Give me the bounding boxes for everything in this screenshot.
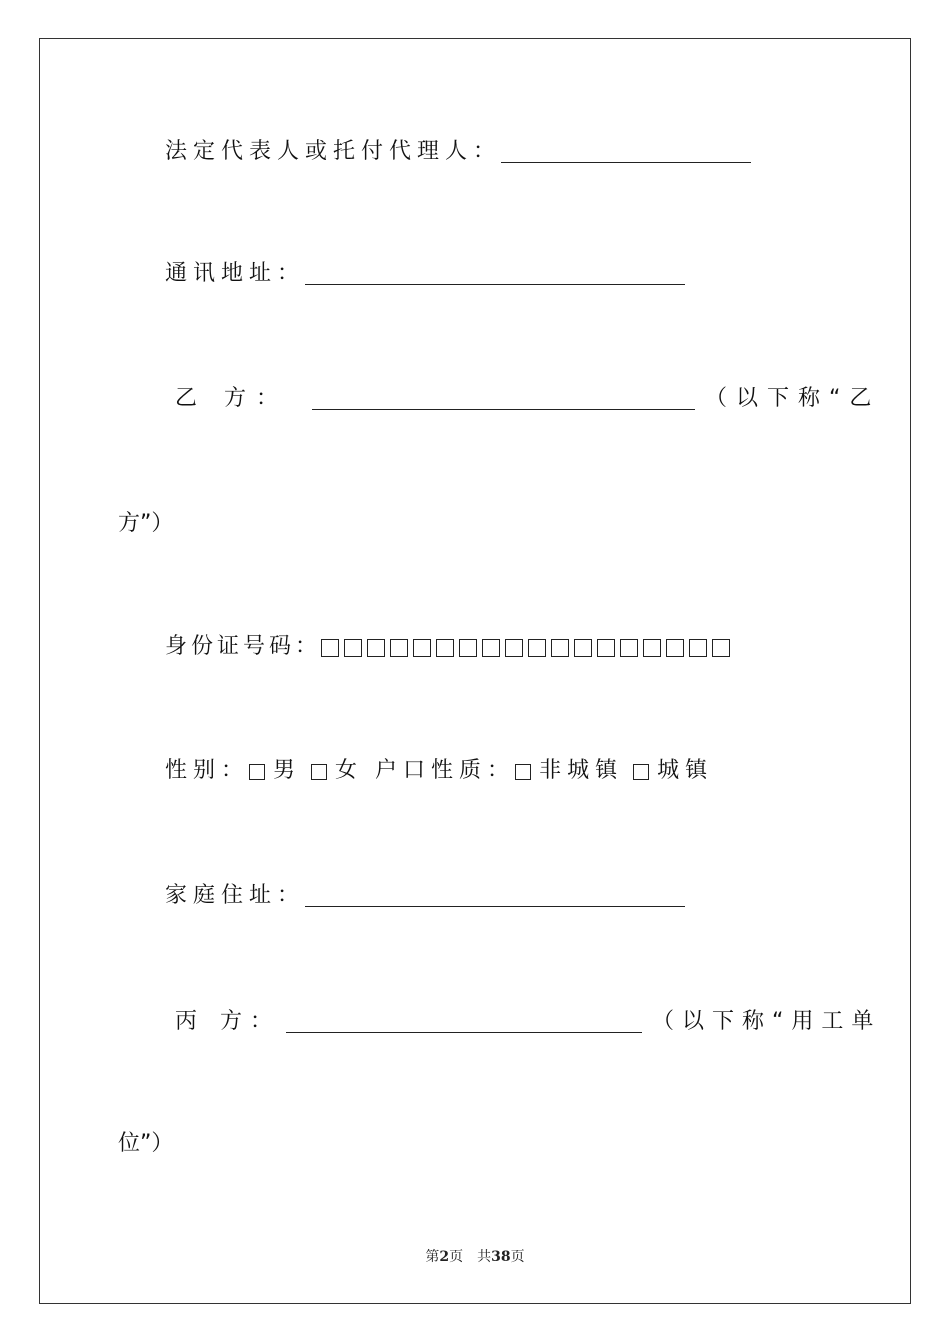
hukou-label: 户口性质： <box>375 758 516 783</box>
gender-hukou-row <box>165 757 713 785</box>
gender-female-checkbox[interactable] <box>311 764 327 780</box>
party-b-row <box>175 385 880 413</box>
id-digit-box[interactable] <box>528 639 546 657</box>
address-label: 通讯地址： <box>165 261 306 286</box>
id-number-boxes[interactable] <box>321 639 735 661</box>
legal-rep-label: 法定代表人或托付代理人： <box>165 139 502 164</box>
gender-female-label: 女 <box>335 758 358 783</box>
home-address-row <box>165 882 685 910</box>
footer-page-total: 38 <box>491 1249 511 1265</box>
id-digit-box[interactable] <box>413 639 431 657</box>
home-address-blank[interactable] <box>305 884 685 907</box>
id-digit-box[interactable] <box>367 639 385 657</box>
id-digit-box[interactable] <box>597 639 615 657</box>
hukou-urban-checkbox[interactable] <box>633 764 649 780</box>
id-digit-box[interactable] <box>574 639 592 657</box>
legal-rep-row <box>165 138 751 166</box>
home-address-label: 家庭住址： <box>165 883 306 908</box>
party-b-label: 乙 方： <box>175 386 288 411</box>
gender-label: 性别： <box>165 758 250 783</box>
legal-rep-blank[interactable] <box>501 140 751 163</box>
address-row <box>165 260 685 288</box>
page-border <box>39 38 911 1304</box>
id-digit-box[interactable] <box>505 639 523 657</box>
id-label: 身份证号码： <box>165 634 322 659</box>
id-digit-box[interactable] <box>390 639 408 657</box>
hukou-urban-label: 城镇 <box>657 758 714 783</box>
id-digit-box[interactable] <box>689 639 707 657</box>
party-b-suffix-cont: 方”） <box>118 511 174 536</box>
party-c-row <box>175 1008 881 1036</box>
party-c-cont-row <box>118 1130 173 1158</box>
id-digit-box[interactable] <box>712 639 730 657</box>
id-digit-box[interactable] <box>620 639 638 657</box>
footer-page-prefix: 第 <box>425 1249 440 1265</box>
id-digit-box[interactable] <box>551 639 569 657</box>
footer-page-current: 2 <box>439 1249 450 1265</box>
address-blank[interactable] <box>305 262 685 285</box>
gender-male-label: 男 <box>273 758 296 783</box>
id-digit-box[interactable] <box>666 639 684 657</box>
id-digit-box[interactable] <box>643 639 661 657</box>
id-digit-box[interactable] <box>436 639 454 657</box>
id-row <box>165 633 735 661</box>
page-footer <box>0 1248 950 1266</box>
id-digit-box[interactable] <box>482 639 500 657</box>
party-b-cont-row <box>118 510 173 538</box>
party-c-suffix: （以下称“用工单 <box>652 1009 882 1034</box>
hukou-nonurban-label: 非城镇 <box>539 758 624 783</box>
party-b-suffix: （以下称“乙 <box>705 386 881 411</box>
id-digit-box[interactable] <box>459 639 477 657</box>
party-c-blank[interactable] <box>286 1010 642 1033</box>
footer-page-suffix: 页 <box>510 1249 525 1265</box>
footer-page-mid: 页 共 <box>449 1249 492 1265</box>
party-b-blank[interactable] <box>312 387 695 410</box>
hukou-nonurban-checkbox[interactable] <box>515 764 531 780</box>
id-digit-box[interactable] <box>321 639 339 657</box>
party-c-label: 丙 方： <box>175 1009 280 1034</box>
id-digit-box[interactable] <box>344 639 362 657</box>
gender-male-checkbox[interactable] <box>249 764 265 780</box>
party-c-suffix-cont: 位”） <box>118 1131 174 1156</box>
